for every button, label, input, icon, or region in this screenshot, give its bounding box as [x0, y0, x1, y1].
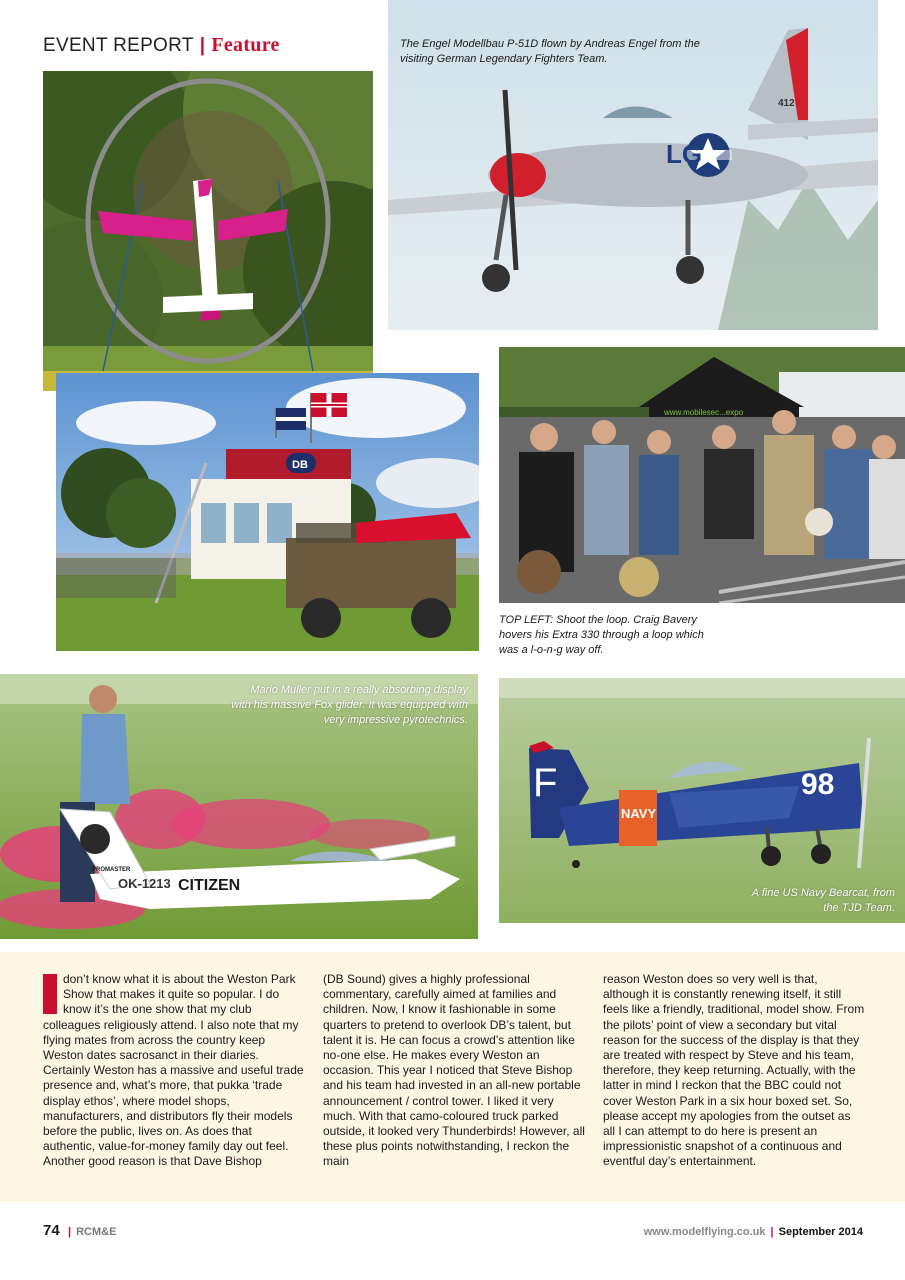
bearcat-number-text: 98 [801, 768, 835, 801]
article-col1-text: don’t know what it is about the Weston Park Show that makes it quite so popular. I do know it’s the one show that my club colleagues religiously attend. I also note that my flying mates from across the country keep Weston dates sacrosanct in their diaries. Certainly Weston has a massive and useful trade presence and, what’s more, that pukka ‘trade display ethos’, where model shops, manufacturers, and distributors fly their models before the public, lives on. As does that authentic, value-for-money family day out feel. Another good reason is that Dave Bishop [43, 972, 304, 1169]
magazine-label [68, 1226, 116, 1238]
footer-issue: September 2014 [778, 1226, 863, 1238]
header-separator: | [199, 35, 206, 56]
page-footer [43, 1224, 863, 1244]
article-col3-text: reason Weston does so very well is that, although it is constantly renewing itself, it still feels like a friendly, traditional, model show. From the pilots’ point of view a secondary but vital reason for the success of the display is that they are treated with respect by Steve and his team, therefore, they keep returning. Actually, with the latter in mind I reckon that the BBC could not cover Weston Park in a six hour boxed set. So, please accept my apologies from the outset as all I can attempt to do here is present an impressionistic snapshot of a continuous and eventful day’s entertainment. [603, 972, 865, 1169]
article-body [0, 952, 905, 1202]
footer-right-bar: | [770, 1226, 774, 1238]
drop-cap: I [43, 974, 57, 1014]
section-header [43, 34, 280, 57]
tower-banner-text: DB [292, 459, 308, 471]
photo-crowd [499, 347, 905, 603]
bearcat-navy-text: NAVY [621, 806, 657, 821]
photo-loop-extra330 [43, 71, 373, 391]
article-column-1 [43, 972, 305, 1170]
p51-code-text: LG [666, 139, 703, 169]
photo-control-tower [56, 373, 479, 651]
article-col2-text: (DB Sound) gives a highly professional commentary, carefully aimed at families and children. Now, I know it fashionable in some quarters to pretend to overlook DB’s talent, but talent it is. He can focus a crowd’s attention like no-one else. He makes every Weston an occasion. This year I noticed that Steve Bishop and his team had invested in an all-new portable announcement / control tower. I liked it very much. With that camo-coloured truck parked outside, it looked very Thunderbirds! However, all these plus points notwithstanding, I reckon the main [323, 972, 585, 1169]
glider-tail-text: PROMASTER [92, 867, 131, 873]
footer-url[interactable]: www.modelflying.co.uk [643, 1226, 766, 1238]
caption-loop: TOP LEFT: Shoot the loop. Craig Bavery hovers his Extra 330 through a loop which was a l-o-n-g way off. [499, 614, 704, 656]
caption-glider: Mario Muller put in a really absorbing display with his massive Fox glider. It was equipped with very impressive pyrotechnics. [231, 684, 468, 726]
bearcat-tail-text: F [533, 761, 558, 805]
magazine-name: RCM&E [76, 1226, 117, 1238]
header-kicker: EVENT REPORT [43, 35, 194, 56]
glider-reg-text: OK-1213 [118, 876, 171, 891]
footer-left-bar: | [68, 1226, 72, 1238]
footer-right [644, 1226, 863, 1238]
p51-tail-text: 412 [778, 98, 795, 109]
tent-url-text: www.mobilesec...expo [664, 408, 744, 417]
article-column-3 [603, 972, 865, 1170]
glider-brand-text: CITIZEN [178, 877, 241, 894]
caption-bearcat: A fine US Navy Bearcat, from the TJD Team. [751, 887, 895, 914]
article-column-2 [323, 972, 585, 1170]
page-number: 74 [43, 1222, 60, 1239]
caption-p51d: The Engel Modellbau P-51D flown by Andreas Engel from the visiting German Legendary Fighters Team. [400, 38, 700, 65]
header-section: Feature [211, 34, 280, 56]
